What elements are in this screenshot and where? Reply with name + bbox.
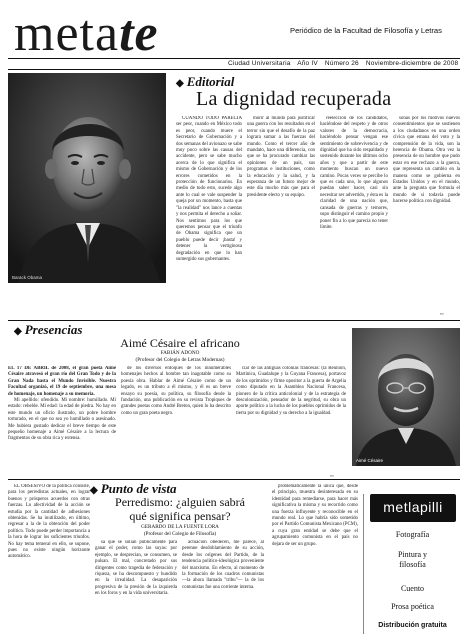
photo-cesaire-caption: Aimé Césaire [356,458,384,463]
editorial-col-4: sonas por los motivos nuevos consentimientos que se sostienen a los ciudadanos en una orden cívica que emana del voto y la comprensión de la vida, son la herencia de Obama. Otra vez la presencia de un hombre que pudo estar en ese rechazo a la guerra, que representa un cambio en la manera como se gobierna en Estados Unidos y en el mundo, ante la pregunta que formula el mundo de si todavía puede hacerse política con dignidad. [393,116,460,205]
punto-headline: Perredismo: ¿alguien sabrá qué significa pensar? [115,495,245,523]
punto-byline [100,524,260,537]
editorial-col-2b: reelección de los candidatos, haciéndose del respeto y de otros valores de la democracia, haciéndolo pensar vengan ese sentimiento de sobrevivencia y de dignidad que ha sido respaldado y sostenido durante los últimos ocho años y que a partir de este momento buscan un nuevo camino. Pocas veces se percibe lo que es cada uno, lo que algunos puedan saber hacer, casi sin necesitar ser advertido, y ésta es la claridad de una nación que, cansada de guerras y temores, supo distinguir el camino propio y poner fin a lo que parecía no tener límite. [320,116,388,230]
dateline-issue: Número 26 [324,60,359,67]
editorial-headline: La dignidad recuperada [196,88,392,110]
dateline-period: Noviembre-diciembre de 2008 [365,60,459,67]
logo-plain: meta [14,5,120,62]
presencias-col-3: ciar de las antiguas colonias francesas: (la Reunión, Martinica, Guadalupe y la Guyana Francesa), portavoz de los oprimidos y firme opositor a la guerra de Argelia como diputado en la Asamblea Nacional Francesa, pionero de la crítica anticolonial y de la estrategia de descolonización, pensador de la negritud, su obra un aporte político a la lucha de los pueblos oprimidos de la tierra por su dignidad y su derecho a la igualdad. [236,366,346,416]
masthead [8,6,460,62]
presencias-headline: Aimé Césaire el africano [120,336,240,350]
rule-presencias-bottom [8,479,460,480]
photo-obama-caption: Barack Obama [12,275,43,280]
punto-col-4: problemáticamente la única que, desde el principio, muestra desinteresada en su identidad para remediarse, para hacer más significativa la misma y su recorrido como una fuerza influyente y reconocible en el mundo real. Lo que habría sido sometido por el Partido Comunista Mexicano (PCM), a cuya gran entidad se debe que el agrupamiento comunista en el país no dejara de ser un grupo. [272,484,358,547]
presencias-byline [80,350,280,363]
photo-obama [8,73,166,283]
sidebar-item-prosa: Prosa poética [391,602,434,611]
dateline-rule [8,69,460,70]
sidebar-footer: Distribución gratuita [378,622,447,629]
masthead-rule [8,58,460,59]
sidebar-item-cuento: Cuento [400,584,425,593]
portrait-illustration [352,328,460,466]
photo-cesaire [352,328,460,466]
metlapilli-sidebar [363,494,460,634]
rule-editorial-bottom [8,320,460,321]
presencias-lead: EL 17 DE ABRIL de 2008, el gran poeta Aimé Césaire atravesó el gran río del Gran Todo y de la Gran Nada hasta el Mundo Invisible. Nuestra Facultad organizó, el 19 de septiembre, una mesa de homenaje, un homenaje a su memoria. [8,366,116,397]
sidebar-item-pintura: Pintura y filosofía [397,550,428,569]
presencias-col-1: EL 17 DE ABRIL de 2008, el gran poeta Aimé Césaire atravesó el gran río del Gran Todo y de la Gran Nada hasta el Mundo Invisible. Nuestra Facultad organizó, el 19 de septiembre, una mesa de homenaje, un homenaje a su memoria. Mi apellido: ofendido. Mi nombre: humillado. Mi estado: rebelde. Mi edad: la edad de piedra. No hay en este mundo un oficio ilustrado, un pobre hombre torturado, en el que no sea yo humillado o asesinado. Me hubiera gustado dedicar el breve tiempo de este pequeño homenaje a Aimé Césaire a la lectura de fragmentos de su obra rica y extensa. [8,366,116,442]
logo-italic: te [119,5,159,62]
dateline-place: Ciudad Universitaria [228,60,291,67]
portrait-illustration [8,73,166,283]
punto-col-2: sa que se solían públicamente para ganar el poder, como las suyas: por ejemplo, se desprecian, se consumen, se pulsan. El mal, concretado por sus dirigentes como tragedia de federación y riqueza, se ha descompuesto y hundido en la irrealidad. La desaparición progresiva de la presión de la izquierda en los foros y en la vida universitaria. [95,540,177,597]
punto-affiliation: (Profesor del Colegio de Filosofía) [143,530,217,537]
presencias-affiliation: (Profesor del Colegio de Letras Modernas) [135,356,225,363]
editorial-col-1: CUANDO TODO PARECÍA ser peor, cuando en México todo es peor, cuando muere el Secretario de Gobernación y a dos semanas del avionazo se sabe muy poco sobre las causas del accidente, pero se sabe mucho acerca de lo que significa el mismo de Gobernación y de los errores cometidos en la protección de funcionarios. En medio de todo esto, sucede algo ante lo cual se vale suspender la queja por un momento, basta que "la realidad" nos lance a cuentas y nos permita el derecho a soñar. Nos sentimos para los que queremos pensar que el triunfo de Obama significa que un pueblo puede decir ¡basta! y detener la vertiginosa degradación en que lo han sumergido sus gobernantes. [176,116,242,262]
presencias-endmark: ▪▪▪ [330,474,334,478]
diamond-icon: ◆ [90,485,98,496]
masthead-subtitle: Periódico de la Facultad de Filosofía y Letras [290,26,442,35]
presencias-section-label: ◆ Presencias [14,322,83,337]
punto-col-3: actuación obedecen, me parece, al perenne desdoblamiento de su acción, desde los orígenes del Partido, de la tendencia político-ideológica proveniente del marxismo. En efecto, al momento de la formación de los cuadros comunistas —la ahora llamada "tribu"— la de los comunistas fue una corriente interna. [182,540,264,590]
editorial-endmark: ▪▪▪ [440,312,444,316]
dateline [228,60,460,68]
sidebar-item-fotografia: Fotografía [395,530,430,539]
dateline-year: Año IV [297,60,318,67]
punto-section-label: ◆ Punto de vista [90,481,177,496]
punto-col-1: EL OBSESIVO de la política consiste, para los perredistas actuales, en lograr buenos y prósperos acuerdos con otras fuerzas. Lo afectividad de la acción se estudia por la cantidad de adhesiones obtenidas. Se ha inutilizado, en último, regresar a la de la obtención del poder político. Todo puede perder importancia a la hora de lograr los suficientes triunfos. No hay tema temeral en ello, se supone, pues no existe ningún horizonte automático. [8,484,90,560]
presencias-author: FABIÁN ADONO [160,350,200,356]
metlapilli-logo: metlapilli [370,494,456,522]
presencias-col-2: de los diversos enfoques de los innumerables homenajes hechos al hombre tan inagotable como su poesía obra. Hablar de Aimé Césaire como de un legado, es un tributo a él mismo, y él es un breve ensayo su poesía, su política, su filosofía desde la fundación, una publicación en su revista Tropiques de grandes poetas como André Breton, quien lo ha descrito como un gran poeta negro. [121,366,231,416]
editorial-section-label: ◆ Editorial [176,74,235,89]
diamond-icon: ◆ [14,326,22,337]
punto-author: GERARDO DE LA FUENTE LORA [141,524,219,530]
masthead-logo [14,5,159,62]
diamond-icon: ◆ [176,78,184,89]
editorial-col-3: morir al mundo para justificar una guerra con los resultados en el terror sin que el desafío de la paz lograra sumar a las fuerzas del mundo. Como el tercer año de mandato, hace una diferencia, con que se ha procurado cambiar las opiniones de un país, sus programas e instituciones, como la educación y la salud, y la esperanza de un futuro mejor de este día mucho más que para el presidente electo y su equipo. [247,116,315,198]
